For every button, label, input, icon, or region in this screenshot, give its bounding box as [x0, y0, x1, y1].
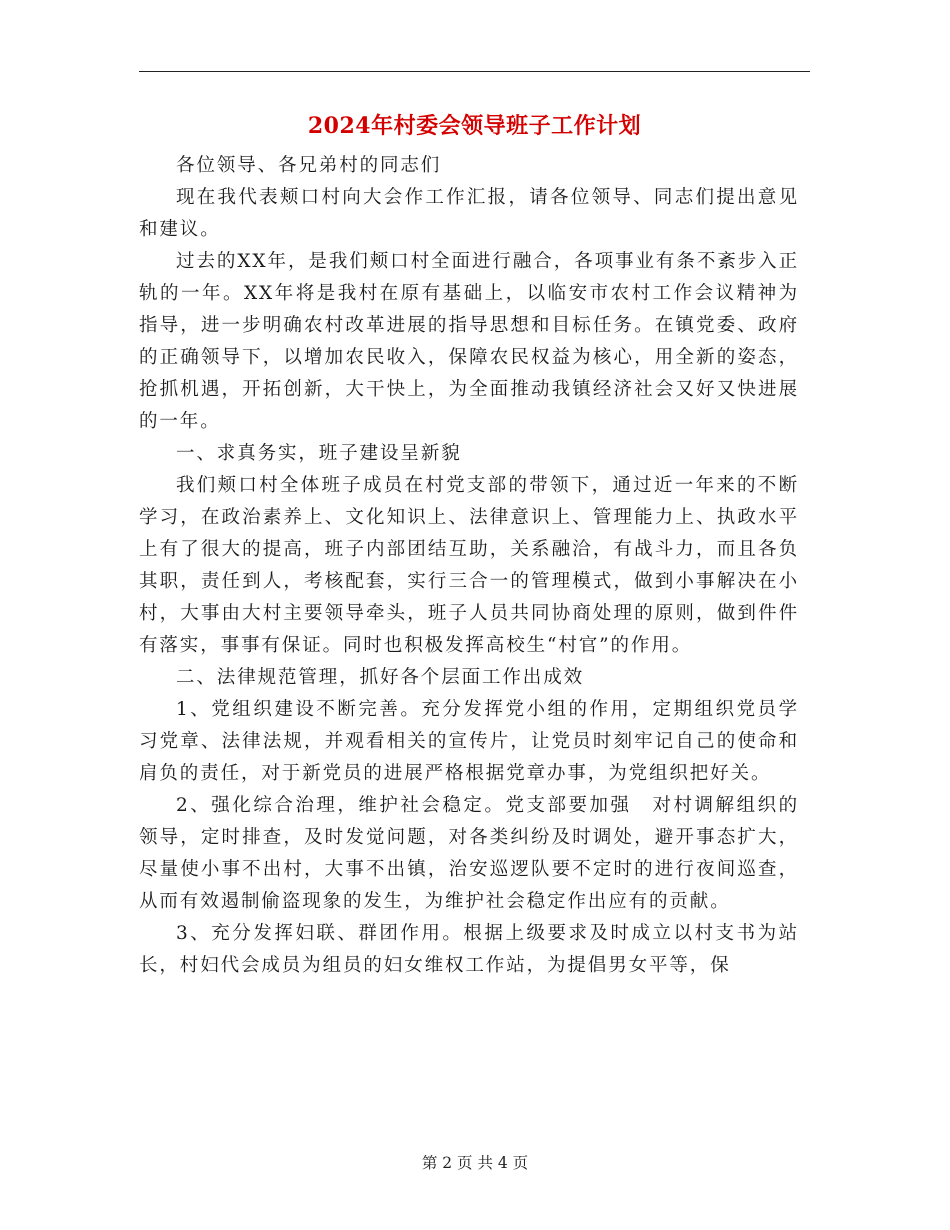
paragraph-intro: 现在我代表颊口村向大会作工作汇报，请各位领导、同志们提出意见和建议。 [139, 187, 799, 240]
document-title: 2024年村委会领导班子工作计划 [307, 113, 642, 139]
paragraph-item-1: 1、党组织建设不断完善。充分发挥党小组的作用，定期组织党员学习党章、法律法规，并观看相关的宣传片，让党员时刻牢记自己的使命和肩负的责任，对于新党员的进展严格根据党章办事，为党组织把好关。 [139, 699, 799, 784]
paragraph-item-2: 2、强化综合治理，维护社会稳定。党支部要加强 对村调解组织的领导，定时排查，及时发觉问题，对各类纠纷及时调处，避开事态扩大，尽量使小事不出村，大事不出镇，治安巡逻队要不定时的进行夜间巡查，从而有效遏制偷盗现象的发生，为维护社会稳定作出应有的贡献。 [139, 795, 799, 912]
header-rule [139, 71, 810, 72]
section-heading-2: 二、法律规范管理，抓好各个层面工作出成效 [176, 667, 585, 688]
paragraph-team-building: 我们颊口村全体班子成员在村党支部的带领下，通过近一年来的不断学习，在政治素养上、文化知识上、法律意识上、管理能力上、执政水平上有了很大的提高，班子内部团结互助，关系融洽，有战斗力，而且各负其职，责任到人，考核配套，实行三合一的管理模式，做到小事解决在小村，大事由大村主要领导牵头，班子人员共同协商处理的原则，做到件件有落实，事事有保证。同时也积极发挥高校生“村官”的作用。 [139, 475, 799, 656]
section-heading-1: 一、求真务实，班子建设呈新貌 [176, 443, 462, 464]
paragraph-salutation: 各位领导、各兄弟村的同志们 [176, 155, 442, 176]
document-body [139, 150, 799, 982]
paragraph-review: 过去的XX年，是我们颊口村全面进行融合，各项事业有条不紊步入正轨的一年。XX年将是我村在原有基础上，以临安市农村工作会议精神为指导，进一步明确农村改革进展的指导思想和目标任务。在镇党委、政府的正确领导下，以增加农民收入，保障农民权益为核心，用全新的姿态，抢抓机遇，开拓创新，大干快上，为全面推动我镇经济社会又好又快进展的一年。 [139, 251, 799, 432]
page-number-footer: 第 2 页 共 4 页 [421, 1154, 529, 1172]
paragraph-item-3: 3、充分发挥妇联、群团作用。根据上级要求及时成立以村支书为站长，村妇代会成员为组员的妇女维权工作站，为提倡男女平等，保 [139, 923, 799, 976]
